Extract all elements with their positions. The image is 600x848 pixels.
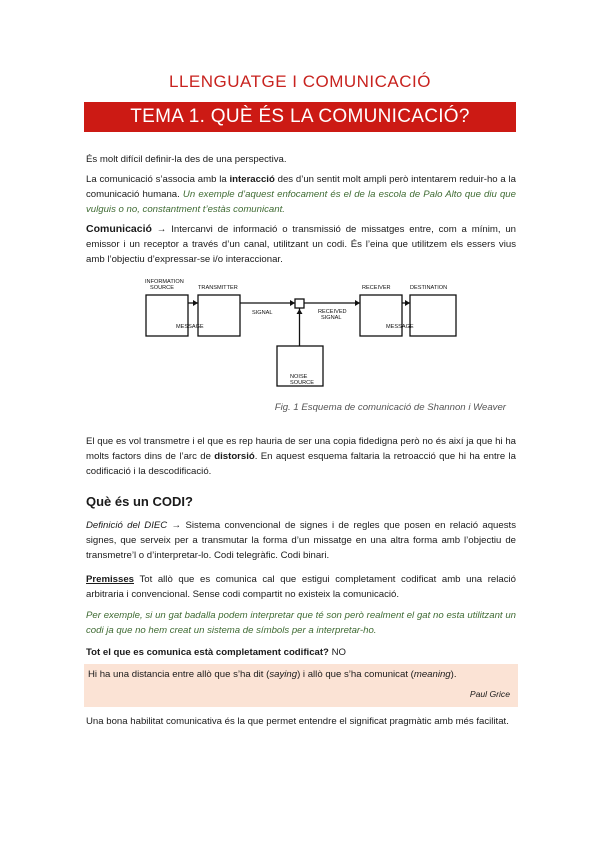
diagram-label-received: RECEIVED [318, 309, 347, 315]
distortion-text-b: . En aquest esquema faltaria la retroacció que hi ha entre la codificació i la descodificació. [86, 451, 516, 477]
intro-text-a: La comunicació s’associa amb la [86, 174, 230, 185]
diagram-label-receiver: RECEIVER [362, 285, 391, 291]
topic-banner: TEMA 1. QUÈ ÉS LA COMUNICACIÓ? [84, 102, 516, 132]
distorsio-term: distorsió [214, 451, 255, 462]
intro-text-b: des d’un sentit molt ampli però intentarem reduir-ho a la comunicació humana. [86, 174, 516, 200]
closing-paragraph: Una bona habilitat comunicativa és la que permet entendre el significat pragmàtic amb més facilitat. [86, 716, 509, 727]
diagram-label-destination: DESTINATION [410, 285, 448, 291]
quote-author: Paul Grice [469, 689, 510, 699]
destination-box [410, 295, 456, 336]
distortion-text-a: El que es vol transmetre i el que es rep hauria de ser una copia fidedigna però no és així ja que hi ha molts factors dins de l’arc de [86, 436, 516, 462]
intro-paragraph-1: És molt difícil definir-la des de una perspectiva. [86, 154, 287, 165]
diagram-label-signal: SIGNAL [252, 310, 273, 316]
diec-label: Definició del DIEC → [86, 520, 182, 531]
diagram-label-source: SOURCE [150, 285, 174, 291]
grice-quote-box [84, 664, 518, 707]
question-answer: NO [328, 647, 346, 658]
arrow-icon: → [156, 224, 167, 235]
shannon-weaver-diagram [140, 278, 520, 396]
figure-caption: Fig. 1 Esquema de comunicació de Shannon i Weaver [274, 402, 506, 413]
cat-example-paragraph: Per exemple, si un gat badalla podem interpretar que té son però realment el gat no esta utilitzant un codi ja que no hem creat un sistema de símbols per a interpretar-ho. [86, 610, 516, 636]
premisses-text: Tot allò que es comunica cal que estigui completament codificat amb una relació arbitraria i convencional. Sense codi compartit no existeix la comunicació. [86, 574, 516, 600]
diec-definition-paragraph [86, 518, 516, 563]
diagram-label-information: INFORMATION [145, 279, 184, 285]
diagram-label-received-signal: SIGNAL [321, 315, 342, 321]
definition-paragraph [86, 222, 516, 267]
saying-term: saying [269, 669, 298, 680]
palo-alto-example: Un exemple d’aquest enfocament és el de la escola de Palo Alto que diu que vulguis o no, constantment t’estàs comunicant. [86, 189, 516, 215]
question-text: Tot el que es comunica està completament codificat? [86, 647, 329, 658]
diec-text: Sistema convencional de signes i de regles que posen en relació aquests signes, que serveix per a transmutar la forma d’un missatge en una altra forma amb l’objectiu de transmetre’l o d’interpretar-lo. Codi telegràfic. Codi binari. [86, 520, 516, 561]
grice-quote-text: Hi ha una distancia entre allò que s’ha dit (saying) i allò que s’ha comunicat (meaning). [88, 669, 457, 680]
transmitter-box [198, 295, 240, 336]
definition-text: Intercanvi de informació o transmissió de missatges entre, com a mínim, un emissor i un receptor a través d’un canal, utilitzant un codi. És l’eina que utilitzem els essers vius amb l’objectiu d’expressar-se i/o interaccionar. [86, 224, 517, 265]
intro-paragraph-2 [86, 172, 516, 217]
question-paragraph [86, 645, 516, 660]
comunicacio-term: Comunicació [86, 223, 152, 235]
noise-junction-box [295, 299, 304, 308]
meaning-term: meaning [413, 669, 451, 680]
interaccio-term: interacció [229, 174, 275, 185]
diagram-label-noise: NOISE [290, 374, 308, 380]
diagram-label-transmitter: TRANSMITTER [198, 285, 238, 291]
premisses-paragraph [86, 572, 516, 602]
diagram-label-message-right: MESSAGE [386, 324, 414, 330]
diagram-label-message-left: MESSAGE [176, 324, 204, 330]
subject-title: LLENGUATGE I COMUNICACIÓ [169, 72, 431, 91]
diagram-label-noise-source: SOURCE [290, 380, 314, 386]
codi-heading: Què és un CODI? [86, 494, 193, 509]
premisses-label: Premisses [86, 574, 135, 585]
distortion-paragraph [86, 434, 516, 479]
